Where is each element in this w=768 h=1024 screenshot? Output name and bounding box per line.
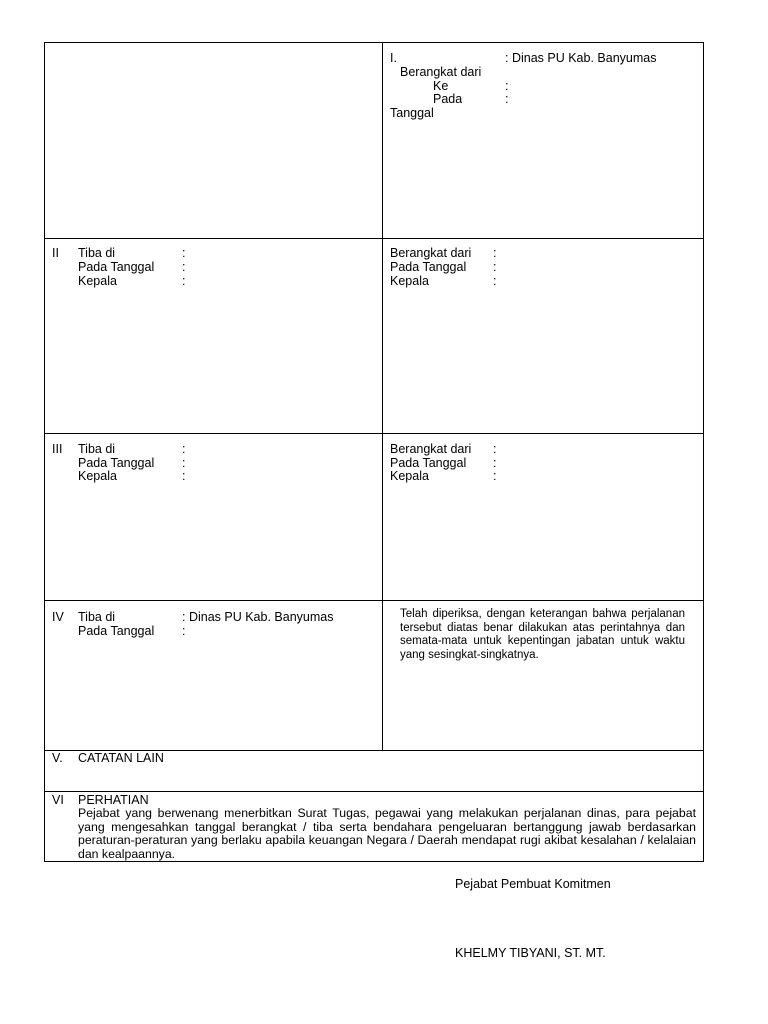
row-divider-2 <box>44 433 704 434</box>
section-2-right-kepala-label: Kepala <box>390 274 429 288</box>
section-2-right-kepala-colon: : <box>493 274 497 288</box>
section-3-kepala-colon: : <box>182 469 186 483</box>
section-2-pada-tanggal-colon: : <box>182 260 186 274</box>
table-border-left <box>44 42 45 862</box>
table-border-top <box>44 42 704 43</box>
section-3-right-kepala-label: Kepala <box>390 469 429 483</box>
section-1-pada-label: Pada <box>433 92 463 106</box>
section-3-berangkat-colon: : <box>493 442 497 456</box>
section-6-body: Pejabat yang berwenang menerbitkan Surat Tugas, pegawai yang melakukan perjalanan dinas, para pejabat yang mengesahkan tanggal berangkat / tiba serta bendahara pengeluaran bertanggung jawab berdasarkan peraturan-peraturan yang berlaku apabila keuangan Negara / Daerah mendapat rugi akibat kesalahan / kelalaian dan kealpaannya. <box>78 806 696 861</box>
section-4-pada-tanggal-colon: : <box>182 624 186 638</box>
section-1-tanggal-label: Tanggal <box>390 106 434 120</box>
section-4-tiba-value: : Dinas PU Kab. Banyumas <box>182 610 334 624</box>
section-1-berangkat-label: Berangkat dari <box>400 65 482 79</box>
section-3-berangkat-label: Berangkat dari <box>390 442 472 456</box>
signature-title: Pejabat Pembuat Komitmen <box>455 877 611 891</box>
section-3-right-pada-tanggal-colon: : <box>493 456 497 470</box>
row-divider-3 <box>44 600 704 601</box>
section-6-numeral: VI <box>52 793 64 807</box>
section-1-ke-colon: : <box>505 79 509 93</box>
section-1-pada-colon: : <box>505 92 509 106</box>
section-3-kepala-label: Kepala <box>78 469 117 483</box>
section-5-numeral: V. <box>52 751 63 765</box>
row-divider-1 <box>44 238 704 239</box>
section-2-berangkat-colon: : <box>493 246 497 260</box>
section-3-tiba-label: Tiba di <box>78 442 116 456</box>
section-2-tiba-label: Tiba di <box>78 246 116 260</box>
section-3-tiba-colon: : <box>182 442 186 456</box>
section-3-right-kepala-colon: : <box>493 469 497 483</box>
travel-form-table <box>44 42 704 862</box>
section-4-pada-tanggal-label: Pada Tanggal <box>78 624 155 638</box>
section-4-tiba-label: Tiba di <box>78 610 116 624</box>
section-3-pada-tanggal-label: Pada Tanggal <box>78 456 155 470</box>
section-4-numeral: IV <box>52 610 64 624</box>
section-1-numeral: I. <box>390 51 397 65</box>
section-2-berangkat-label: Berangkat dari <box>390 246 472 260</box>
section-6-title: PERHATIAN <box>78 793 149 807</box>
section-2-kepala-colon: : <box>182 274 186 288</box>
section-2-numeral: II <box>52 246 59 260</box>
section-2-right-pada-tanggal-label: Pada Tanggal <box>390 260 467 274</box>
section-2-pada-tanggal-label: Pada Tanggal <box>78 260 155 274</box>
section-3-numeral: III <box>52 442 63 456</box>
section-1-berangkat-value: : Dinas PU Kab. Banyumas <box>505 51 657 65</box>
signature-name: KHELMY TIBYANI, ST. MT. <box>455 946 606 960</box>
section-1-ke-label: Ke <box>433 79 449 93</box>
section-2-kepala-label: Kepala <box>78 274 117 288</box>
section-5-title: CATATAN LAIN <box>78 751 164 765</box>
section-4-verification-note: Telah diperiksa, dengan keterangan bahwa perjalanan tersebut diatas benar dilakukan atas perintahnya dan semata-mata untuk kepentingan jabatan untuk waktu yang sesingkat-singkatnya. <box>400 608 685 661</box>
section-3-right-pada-tanggal-label: Pada Tanggal <box>390 456 467 470</box>
section-3-pada-tanggal-colon: : <box>182 456 186 470</box>
section-2-right-pada-tanggal-colon: : <box>493 260 497 274</box>
table-border-right <box>703 42 704 862</box>
section-2-tiba-colon: : <box>182 246 186 260</box>
table-column-divider <box>382 42 383 751</box>
row-divider-5 <box>44 791 704 792</box>
